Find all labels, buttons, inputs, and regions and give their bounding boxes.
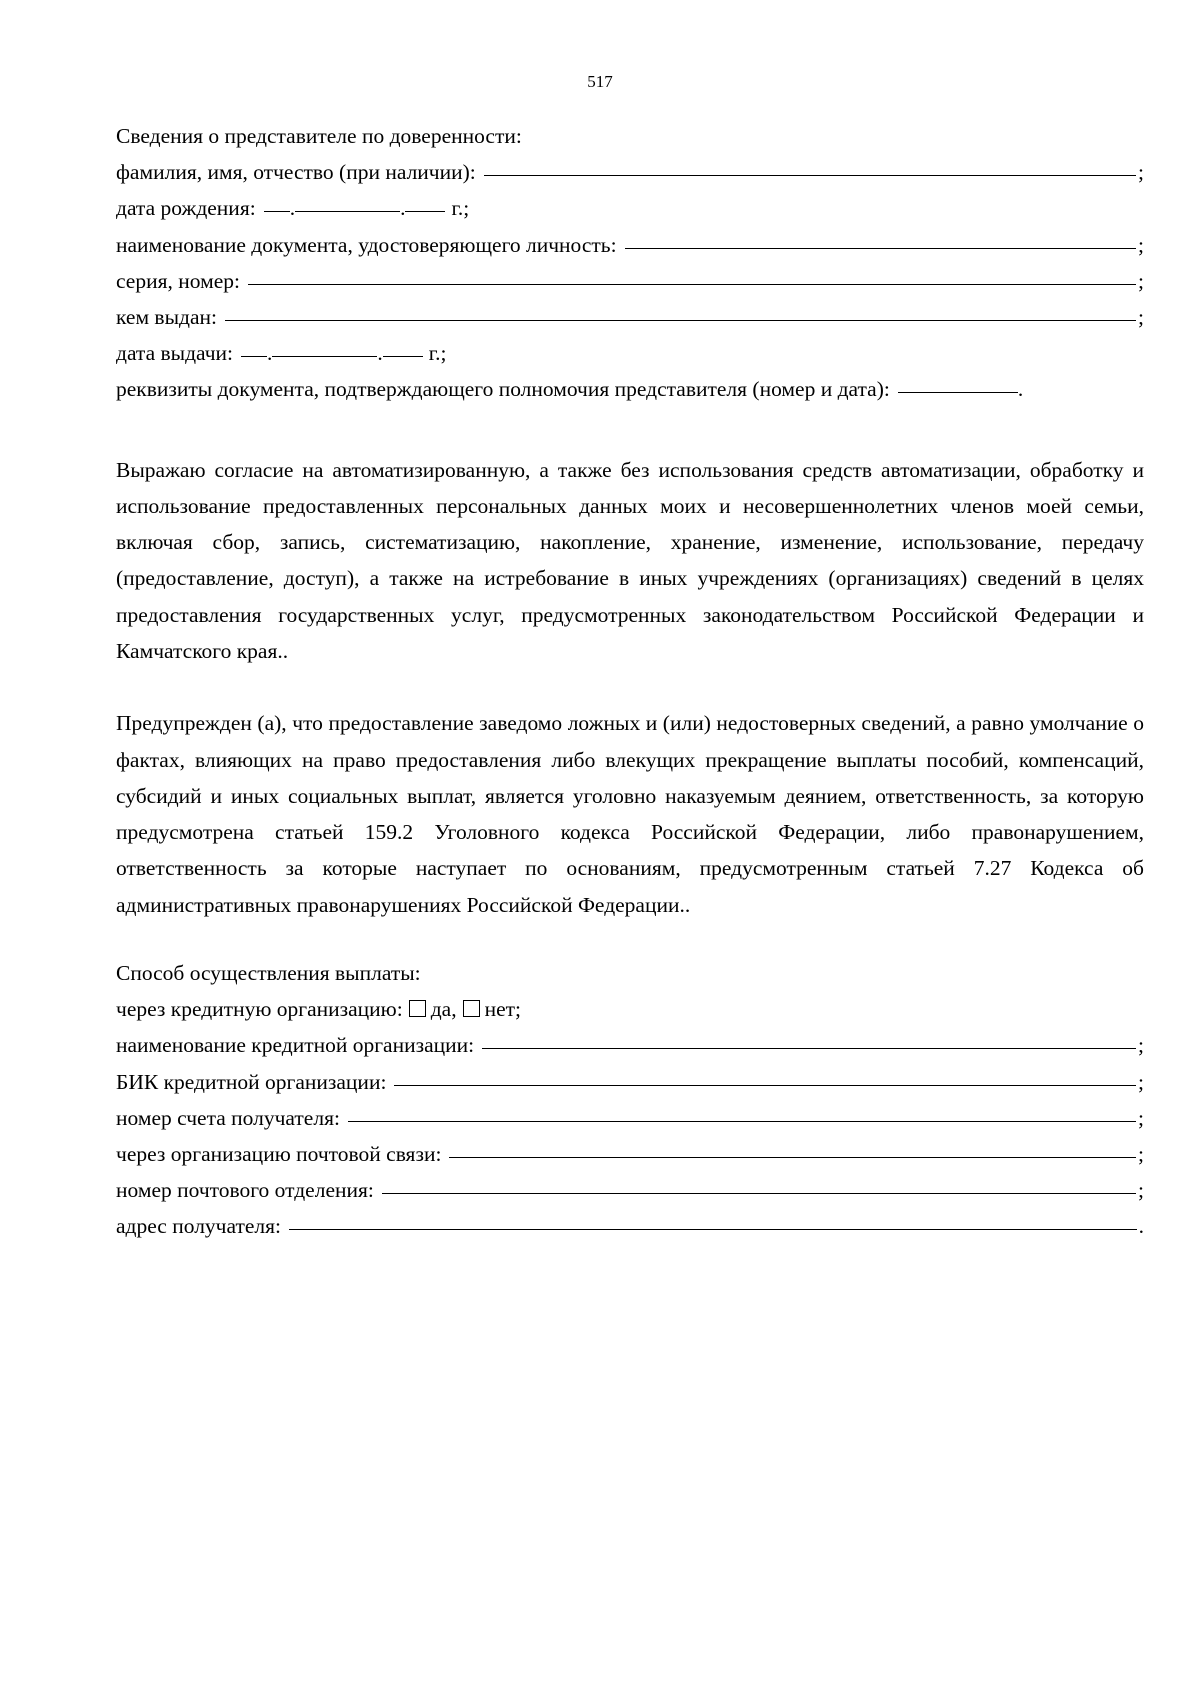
date-separator: . — [400, 196, 406, 221]
year-suffix: г.; — [451, 196, 470, 221]
id-document-field[interactable] — [625, 247, 1136, 249]
credit-org-name-label: наименование кредитной организации: — [116, 1033, 475, 1058]
issued-by-line — [116, 305, 1144, 341]
full-name-line — [116, 160, 1144, 196]
authority-doc-line — [116, 377, 1144, 413]
bik-field[interactable] — [394, 1084, 1136, 1086]
authority-doc-label: реквизиты документа, подтверждающего полномочия представителя (номер и дата): — [116, 377, 890, 402]
full-name-label: фамилия, имя, отчество (при наличии): — [116, 160, 476, 185]
post-office-number-line — [116, 1178, 1144, 1214]
representative-heading: Сведения о представителе по доверенности: — [116, 124, 522, 148]
no-checkbox[interactable] — [463, 1000, 480, 1017]
issue-date-label: дата выдачи: — [116, 341, 234, 366]
issued-by-field[interactable] — [225, 319, 1136, 321]
series-number-field[interactable] — [248, 283, 1136, 285]
birth-day-field[interactable] — [264, 210, 290, 212]
representative-heading-line — [116, 124, 1144, 160]
line-end-semicolon: ; — [1138, 1105, 1144, 1130]
issue-day-field[interactable] — [241, 355, 267, 357]
form-page — [116, 124, 1144, 1251]
recipient-address-line — [116, 1214, 1144, 1250]
series-number-label: серия, номер: — [116, 268, 240, 293]
birth-date-line — [116, 196, 1144, 232]
line-end-semicolon: ; — [1138, 1033, 1144, 1058]
consent-paragraph: Выражаю согласие на автоматизированную, а также без использования средств автоматизации, обработку и использование предоставленных персональных данных моих и несовершеннолетних членов моей семьи, включая сбор, запись, систематизацию, накопление, хранение, изменение, использование, передачу (предоставление, доступ), а также на истребование в иных учреждениях (организациях) сведений в целях предоставления государственных услуг, предусмотренных законодательством Российской Федерации и Камчатского края.. — [116, 457, 1144, 663]
bik-line — [116, 1070, 1144, 1106]
issue-year-field[interactable] — [383, 355, 423, 357]
date-separator: . — [377, 341, 383, 366]
series-number-line — [116, 269, 1144, 305]
page-number: 517 — [587, 72, 613, 91]
yes-label: да, — [430, 997, 457, 1022]
line-end-semicolon: ; — [1138, 1069, 1144, 1094]
account-field[interactable] — [348, 1120, 1136, 1122]
date-separator: . — [289, 196, 296, 221]
post-office-number-label: номер почтового отделения: — [116, 1178, 374, 1203]
post-office-org-field[interactable] — [449, 1156, 1136, 1158]
full-name-field[interactable] — [484, 174, 1136, 176]
line-end-semicolon: ; — [1138, 304, 1144, 329]
issue-month-field[interactable] — [272, 355, 377, 357]
post-office-org-label: через организацию почтовой связи: — [116, 1142, 442, 1166]
line-end-period: . — [1017, 377, 1024, 402]
post-office-number-field[interactable] — [382, 1192, 1136, 1194]
via-credit-org-line — [116, 997, 1144, 1033]
birth-date-label: дата рождения: — [116, 196, 256, 221]
credit-org-name-line — [116, 1033, 1144, 1069]
payment-heading: Способ осуществления выплаты: — [116, 961, 421, 986]
date-separator: . — [267, 341, 273, 366]
authority-doc-field[interactable] — [898, 391, 1018, 393]
id-document-line — [116, 233, 1144, 269]
line-end-semicolon: ; — [1138, 1142, 1144, 1166]
line-end-semicolon: ; — [1138, 268, 1144, 293]
recipient-address-label: адрес получателя: — [116, 1214, 282, 1239]
line-end-period: . — [1138, 1214, 1144, 1239]
recipient-address-field[interactable] — [289, 1228, 1137, 1230]
credit-org-name-field[interactable] — [482, 1047, 1136, 1049]
birth-month-field[interactable] — [295, 210, 400, 212]
line-end-semicolon: ; — [1138, 160, 1144, 185]
issue-date-line — [116, 341, 1144, 377]
account-label: номер счета получателя: — [116, 1105, 340, 1130]
account-line — [116, 1106, 1144, 1142]
line-end-semicolon: ; — [1138, 1178, 1144, 1203]
post-office-org-line — [116, 1142, 1144, 1178]
warning-paragraph: Предупрежден (а), что предоставление заведомо ложных и (или) недостоверных сведений, а равно умолчание о фактах, влияющих на право предоставления либо влекущих прекращение выплаты пособий, компенсаций, субсидий и иных социальных выплат, является уголовно наказуемым деянием, ответственность, за которую предусмотрена статьей 159.2 Уголовного кодекса Российской Федерации, либо правонарушением, ответственность за которые наступает по основаниям, предусмотренным статьей 7.27 Кодекса об административных правонарушениях Российской Федерации.. — [116, 711, 1144, 917]
no-label: нет; — [484, 997, 522, 1022]
payment-heading-line — [116, 961, 1144, 997]
bik-label: БИК кредитной организации: — [116, 1069, 387, 1094]
via-credit-org-label: через кредитную организацию: — [116, 997, 403, 1022]
line-end-semicolon: ; — [1138, 232, 1144, 257]
birth-year-field[interactable] — [405, 210, 445, 212]
yes-checkbox[interactable] — [409, 1000, 426, 1017]
issued-by-label: кем выдан: — [116, 304, 217, 329]
id-document-label: наименование документа, удостоверяющего личность: — [116, 232, 617, 257]
year-suffix: г.; — [428, 341, 447, 366]
